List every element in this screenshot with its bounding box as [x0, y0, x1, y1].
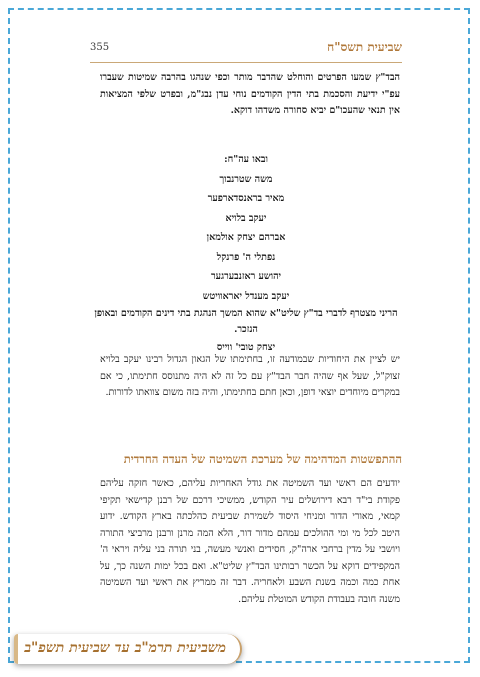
- paragraph-body: יודעים הם ראשי ועד השמיטה את גודל האחריות עליהם, כאשר חזקה עליהם פקודת בי"ד רבא דירושלים עיר הקודש, ממשיכי דרכם של רבנן קדישאי תקיפי קמאי, מאורי הדור ומניחי היסוד לשמירת שביעית כהלכתה בארץ הקודש. ידוע היטב לכל מי ומי ההולכים עמהם מדור דור, הלא המה מרנן ורבנן מרביצי התורה ויושבי על מדין ברחבי ארה"ק, חסידים ואנשי מעשה, בני תורה בני עליה ויראי ה' המקפידים דוקא על הכשר רבותינו הבד"ץ שליט"א. ואם בכל ימות השנה כך, על אחת כמה וכמה בשנת השבע ולאחריה. דבר זה ממריץ את ראשי ועד השמיטה משנה חובה בעבודת הקודש המוטלת עליהם.: [100, 478, 400, 605]
- footer-banner-text: משביעית תרמ"ב עד שביעית תשפ"ב: [24, 640, 226, 656]
- footer-banner: [14, 634, 242, 664]
- paragraph-note: יש לציין את היחודיות שבמודעה זו, בחתימתו של הגאון הגדול רבינו יעקב בלויא זצוק"ל, שעל אף שהיה חבר הבד"ץ עם כל זה לא היה מתנוסס חתימתו, כי אם במקרים מיוחדים יוצאי דופן, וכאן חתם בחתימתו, והיה בזה משום צוואתו לדורות.: [100, 354, 400, 398]
- signature-line: יעקב מענדל יאראוויטש: [202, 290, 290, 302]
- running-head: שביעית תשס"ח: [327, 40, 402, 54]
- signature-line: יצחק טובי' ווייס: [216, 342, 276, 353]
- section-heading: ההתפשטות המדהימה של מערכת השמיטה של העדה החרדית: [123, 452, 402, 466]
- paragraph-ruling: הבד"ץ שמעו הפרטים והוחלט שהדבר מותר וכפי שנהגו בהרבה שמיטות שעברו עפ"י ידיעת והסכמת בתי הדין הקודמים נוחי עדן נבג"מ, ובפרט שלפי המציאות אין תנאי שהעכו"ם יביא סחורה משדהו דוקא.: [100, 72, 400, 116]
- signature-line: מאיר בראנסדארפער: [207, 193, 285, 204]
- signature-line: נפתלי ה' פרנקל: [216, 251, 276, 263]
- signature-line: יעקב בלויא: [225, 212, 267, 224]
- signatures-block: [90, 150, 402, 358]
- signature-intro: ובאו עה"ח:: [224, 154, 268, 165]
- footer-accent: [14, 634, 18, 664]
- signature-addendum: הריני מצטרף לדברי בד"ץ שליט"א שהוא המשך הנהגת בתי דינים הקודמים ובאופן הנזכר.: [94, 308, 398, 335]
- signature-line: יהושע ראזנבערגער: [210, 271, 282, 282]
- page-header: [90, 40, 402, 63]
- signature-line: אברהם יצחק אולמאן: [206, 232, 286, 243]
- page-number: 355: [90, 42, 110, 53]
- signature-line: משה שטרנבוך: [219, 173, 273, 185]
